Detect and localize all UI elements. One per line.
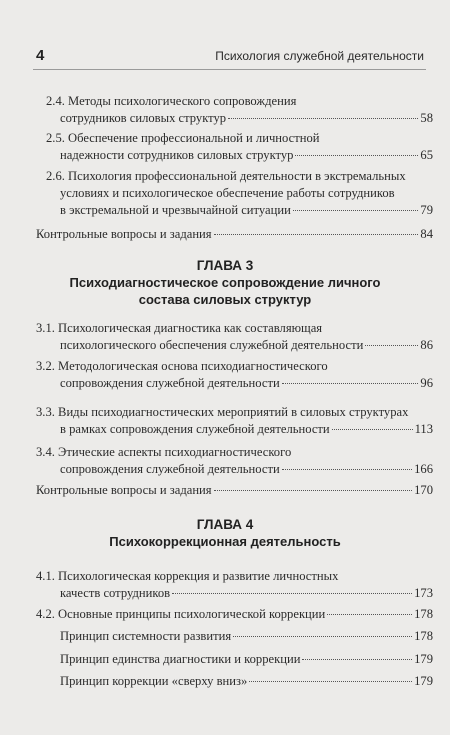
toc-page-number: 166	[414, 462, 433, 476]
toc-entry-text: 3.3. Виды психодиагностических мероприятий в силовых структурах	[36, 405, 409, 419]
toc-entry-3-4[interactable]	[36, 444, 433, 478]
toc-entry-2-6[interactable]	[46, 168, 433, 219]
chapter-title: состава силовых структур	[138, 292, 312, 307]
dot-leader	[365, 345, 418, 346]
toc-entry-2-4[interactable]	[46, 93, 433, 127]
toc-page-number: 173	[414, 586, 433, 600]
toc-page-number: 96	[420, 376, 433, 390]
chapter-label: ГЛАВА 3	[196, 258, 254, 273]
toc-entry-4-2[interactable]	[36, 606, 433, 623]
toc-entry-3-1[interactable]	[36, 320, 433, 354]
toc-page-number: 178	[414, 629, 433, 643]
toc-entry-text: Принцип коррекции «сверху вниз»	[60, 674, 248, 688]
toc-entry-text: 2.5. Обеспечение профессиональной и личностной	[46, 131, 320, 145]
toc-entry-text: 3.4. Этические аспекты психодиагностического	[36, 445, 292, 459]
toc-entry-text: 3.2. Методологическая основа психодиагностического	[36, 359, 328, 373]
toc-entry-text: качеств сотрудников	[60, 586, 171, 600]
page-number: 4	[36, 47, 45, 64]
toc-page-number: 178	[414, 607, 433, 621]
chapter-label: ГЛАВА 4	[196, 517, 254, 532]
dot-leader	[327, 614, 412, 615]
toc-entry-text: условиях и психологическое обеспечение работы сотрудников	[60, 186, 395, 200]
dot-leader	[228, 118, 418, 119]
toc-entry-principle-systemic[interactable]	[60, 628, 433, 645]
toc-entry-text: 3.1. Психологическая диагностика как составляющая	[36, 321, 323, 335]
toc-page-number: 58	[420, 111, 433, 125]
toc-page-number: 113	[414, 422, 433, 436]
dot-leader	[302, 659, 412, 660]
toc-entry-text: психологического обеспечения служебной деятельности	[60, 338, 364, 352]
toc-entry-2-5[interactable]	[46, 130, 433, 164]
toc-entry-review-questions[interactable]	[36, 226, 433, 243]
toc-page-number: 86	[420, 338, 433, 352]
chapter-4-heading	[60, 516, 390, 550]
dot-leader	[332, 429, 413, 430]
toc-entry-text: сотрудников силовых структур	[60, 111, 227, 125]
dot-leader	[249, 681, 412, 682]
chapter-title: Психодиагностическое сопровождение личного	[69, 275, 381, 290]
toc-entry-text: надежности сотрудников силовых структур	[60, 148, 294, 162]
dot-leader	[282, 469, 412, 470]
toc-page-number: 84	[420, 227, 433, 241]
toc-entry-text: 4.1. Психологическая коррекция и развитие личностных	[36, 569, 339, 583]
toc-page-number: 65	[420, 148, 433, 162]
chapter-title: Психокоррекционная деятельность	[109, 534, 341, 549]
chapter-3-heading	[60, 257, 390, 308]
dot-leader	[172, 593, 412, 594]
toc-entry-text: Контрольные вопросы и задания	[36, 227, 212, 241]
toc-page-number: 170	[414, 483, 433, 497]
toc-entry-text: в экстремальной и чрезвычайной ситуации	[60, 203, 291, 217]
toc-entry-principle-unity[interactable]	[60, 651, 433, 668]
toc-entry-text: Контрольные вопросы и задания	[36, 483, 212, 497]
toc-entry-text: Принцип единства диагностики и коррекции	[60, 652, 301, 666]
toc-entry-3-3[interactable]	[36, 404, 433, 438]
toc-entry-text: сопровождения служебной деятельности	[60, 462, 280, 476]
toc-entry-4-1[interactable]	[36, 568, 433, 602]
dot-leader	[214, 490, 413, 491]
toc-page-number: 79	[420, 203, 433, 217]
toc-entry-text: в рамках сопровождения служебной деятельности	[60, 422, 330, 436]
dot-leader	[233, 636, 412, 637]
dot-leader	[282, 383, 419, 384]
toc-entry-text: 2.4. Методы психологического сопровождения	[46, 94, 297, 108]
toc-entry-principle-top-down[interactable]	[60, 673, 433, 690]
toc-page-number: 179	[414, 674, 433, 688]
toc-entry-review-questions[interactable]	[36, 482, 433, 499]
dot-leader	[295, 155, 418, 156]
toc-entry-text: сопровождения служебной деятельности	[60, 376, 280, 390]
dot-leader	[214, 234, 419, 235]
toc-entry-text: 4.2. Основные принципы психологической коррекции	[36, 607, 326, 621]
toc-entry-3-2[interactable]	[36, 358, 433, 392]
running-title: Психология служебной деятельности	[215, 49, 424, 63]
toc-page-number: 179	[414, 652, 433, 666]
toc-entry-text: 2.6. Психология профессиональной деятельности в экстремальных	[46, 169, 406, 183]
dot-leader	[293, 210, 419, 211]
toc-entry-text: Принцип системности развития	[60, 629, 232, 643]
